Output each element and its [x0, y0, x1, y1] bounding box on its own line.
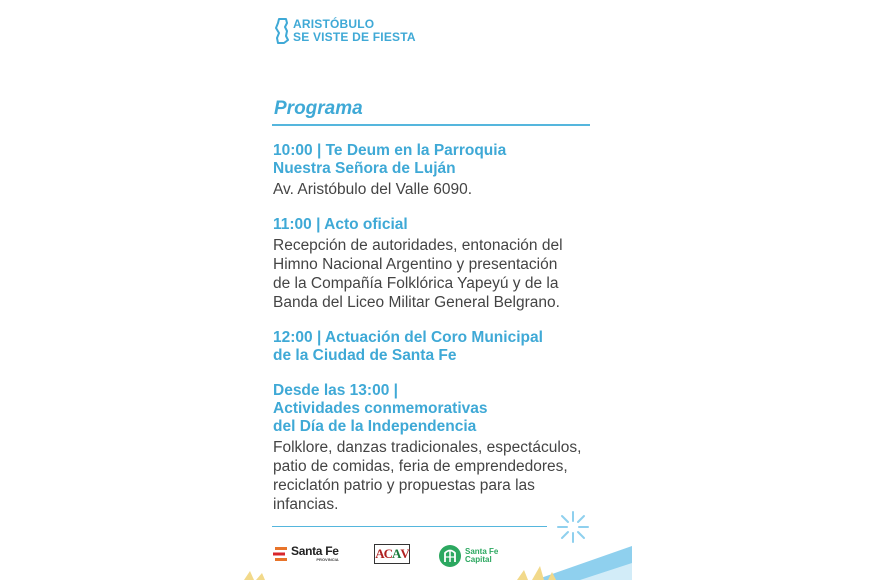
event-logo	[275, 18, 416, 44]
sponsor-subtitle: PROVINCIA	[316, 557, 339, 562]
acav-logo	[374, 544, 410, 564]
santa-fe-capital-icon	[438, 544, 462, 568]
event-heading-line: 10:00 | Te Deum en la Parroquia	[273, 142, 507, 159]
sponsor-name: Santa Fe	[465, 547, 499, 556]
logo-line-2: SE VISTE DE FIESTA	[293, 30, 416, 44]
event-description-line: reciclatón patrio y propuestas para las	[273, 477, 535, 494]
event-heading-line: de la Ciudad de Santa Fe	[273, 347, 457, 364]
santa-fe-provincia-logo	[272, 545, 339, 562]
event-item	[273, 142, 608, 199]
event-heading	[273, 216, 608, 234]
acav-logo-left: AC	[375, 546, 392, 561]
event-description-line: Himno Nacional Argentino y presentación	[273, 256, 558, 273]
sponsor-name: Santa Fe	[291, 544, 339, 558]
event-description	[273, 236, 608, 312]
event-description-line: Banda del Liceo Militar General Belgrano.	[273, 294, 560, 311]
event-item	[273, 216, 608, 312]
sponsor-subtitle: Capital	[465, 555, 492, 564]
footer-divider	[272, 526, 547, 527]
santa-fe-capital-logo	[438, 544, 498, 568]
event-description-line: Recepción de autoridades, entonación del	[273, 237, 563, 254]
logo-text	[293, 18, 416, 44]
event-heading-line: 12:00 | Actuación del Coro Municipal	[273, 329, 543, 346]
event-heading-line: 11:00 | Acto oficial	[273, 216, 408, 233]
event-description-line: patio de comidas, feria de emprendedores,	[273, 458, 568, 475]
province-outline-icon	[275, 18, 289, 44]
event-heading-line: del Día de la Independencia	[273, 418, 477, 435]
event-heading	[273, 382, 608, 436]
event-description-line: de la Compañía Folklórica Yapeyú y de la	[273, 275, 559, 292]
event-description	[273, 180, 608, 199]
event-item	[273, 329, 608, 365]
santa-fe-provincia-name	[291, 545, 339, 562]
page-title: Programa	[274, 98, 363, 119]
acav-logo-mid: A	[392, 546, 401, 561]
acav-logo-right: V	[400, 546, 409, 561]
event-item	[273, 382, 608, 514]
event-description	[273, 438, 608, 514]
event-description-line: Av. Aristóbulo del Valle 6090.	[273, 181, 473, 198]
logo-line-1: ARISTÓBULO	[293, 17, 375, 31]
event-heading-line: Actividades conmemorativas	[273, 400, 488, 417]
santa-fe-stripes-icon	[272, 546, 288, 562]
event-heading-line: Desde las 13:00 |	[273, 382, 398, 399]
title-divider	[272, 124, 590, 126]
flag-stripes-icon	[535, 546, 632, 580]
event-heading	[273, 329, 608, 365]
corner-rays-icon	[244, 571, 265, 580]
sun-rays-icon	[517, 566, 556, 580]
event-description-line: Folklore, danzas tradicionales, espectáculos,	[273, 439, 582, 456]
event-list	[273, 142, 608, 531]
acav-logo-box	[374, 544, 410, 564]
event-heading-line: Nuestra Señora de Luján	[273, 160, 456, 177]
santa-fe-capital-name	[465, 548, 498, 564]
event-heading	[273, 142, 608, 178]
event-description-line: infancias.	[273, 496, 339, 513]
